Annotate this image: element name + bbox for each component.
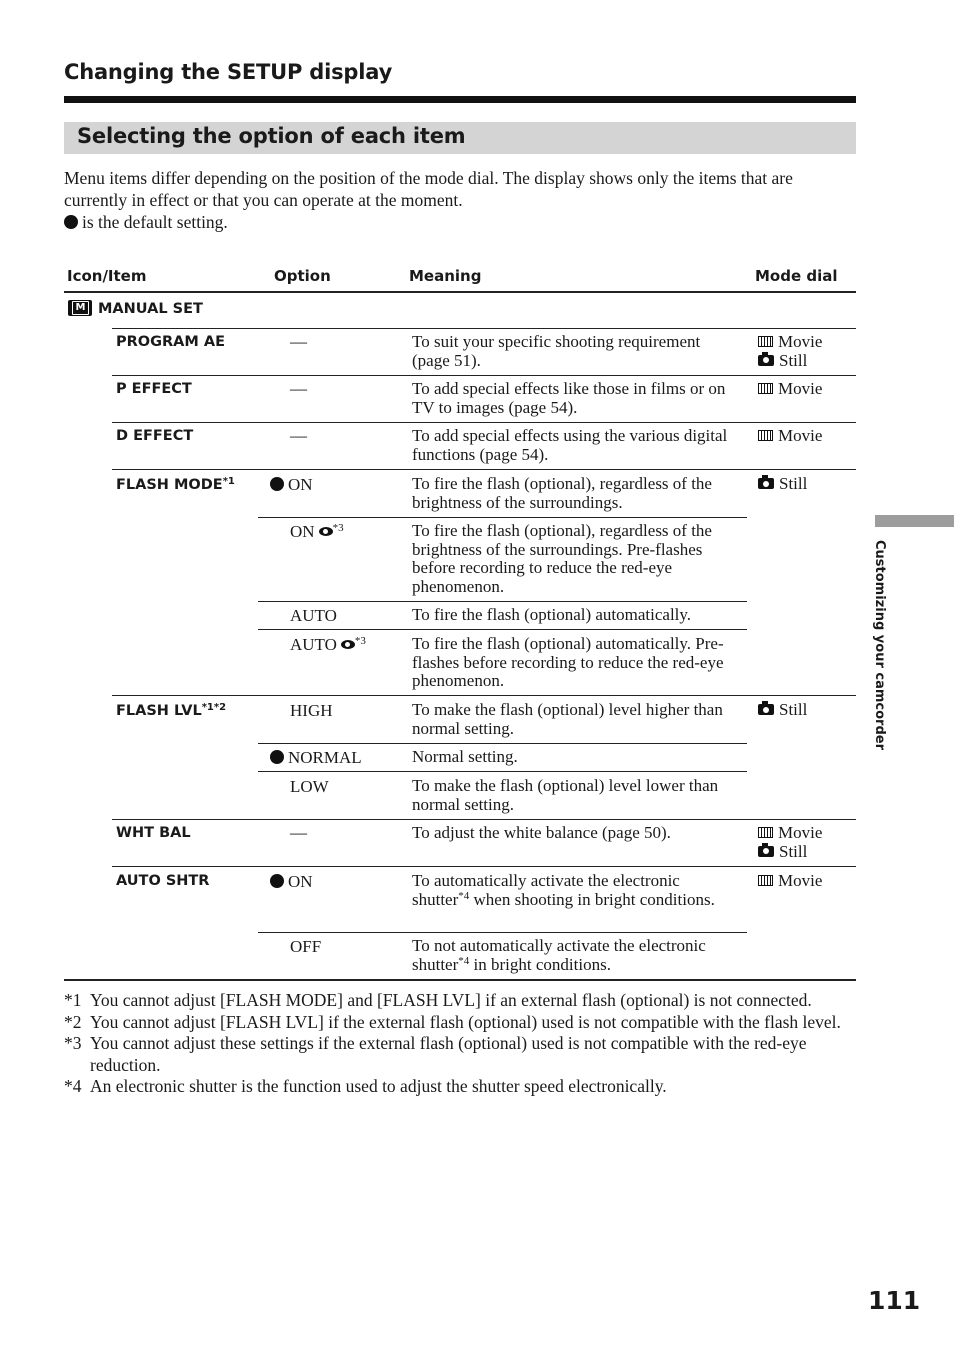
mode-p-effect	[758, 380, 822, 399]
mode-still	[758, 352, 822, 371]
header-option: Option	[274, 267, 331, 285]
default-dot-icon	[64, 215, 78, 229]
intro-text	[64, 167, 856, 233]
movie-icon	[758, 336, 773, 347]
meaning-p-effect: To add special effects like those in films or on TV to images (page 54).	[412, 379, 726, 417]
meaning-flash-auto-redeye: To fire the flash (optional) automatically. Pre-flashes before recording to reduce the red-eye phenomenon.	[412, 634, 724, 690]
row-divider	[112, 328, 856, 329]
header-meaning: Meaning	[409, 267, 482, 285]
option-label: ON	[288, 872, 313, 891]
option-on	[270, 475, 313, 495]
mode-movie	[758, 333, 822, 352]
footnote-2	[64, 1012, 856, 1034]
subheading: Selecting the option of each item	[77, 124, 466, 148]
movie-icon	[758, 875, 773, 886]
meaning-text: To not automatically activate the electronic shutter	[412, 936, 706, 974]
mode-movie-label: Movie	[778, 426, 823, 445]
option-dash: —	[290, 426, 307, 445]
option-label: ON	[290, 522, 315, 541]
row-divider	[112, 422, 856, 423]
mode-movie	[758, 824, 822, 843]
option-dash: —	[290, 332, 307, 351]
meaning-program-ae: To suit your specific shooting requirement (page 51).	[412, 332, 701, 370]
mode-still-label: Still	[779, 841, 808, 861]
mode-movie-label: Movie	[778, 871, 823, 890]
footnote-3	[64, 1033, 856, 1076]
mode-flash-mode	[758, 475, 807, 494]
default-note-text: is the default setting.	[82, 212, 228, 232]
footnote-text: You cannot adjust [FLASH LVL] if the external flash (optional) used is not compatible with the flash level.	[90, 1011, 841, 1032]
header-mode-dial: Mode dial	[755, 267, 838, 285]
mode-still	[758, 843, 822, 862]
default-note	[64, 211, 856, 233]
default-dot-icon	[270, 477, 284, 491]
footnote-ref: *4	[458, 889, 470, 902]
mode-program-ae	[758, 333, 822, 370]
option-high: HIGH	[290, 701, 333, 720]
mode-movie	[758, 872, 822, 891]
red-eye-icon	[341, 640, 355, 649]
option-label: AUTO	[290, 635, 337, 654]
footnote-text: You cannot adjust these settings if the external flash (optional) used is not compatible with the red-eye reduction.	[90, 1033, 807, 1075]
row-divider	[112, 469, 856, 470]
option-dash: —	[290, 379, 307, 398]
mode-movie-label: Movie	[778, 823, 823, 842]
section-title: Changing the SETUP display	[64, 60, 393, 84]
row-divider	[112, 866, 856, 867]
footnote-mark: *4	[64, 1076, 82, 1096]
header-icon-item: Icon/Item	[67, 267, 147, 285]
mode-flash-lvl	[758, 701, 807, 720]
item-program-ae: PROGRAM AE	[116, 334, 226, 350]
option-dash: —	[290, 823, 307, 842]
footnote-text: You cannot adjust [FLASH MODE] and [FLASH LVL] if an external flash (optional) is not connected.	[90, 990, 812, 1010]
title-rule	[64, 96, 856, 103]
meaning-text: when shooting in bright conditions.	[469, 889, 715, 909]
movie-icon	[758, 383, 773, 394]
item-flash-lvl-label: FLASH LVL	[116, 703, 202, 719]
mode-movie-label: Movie	[778, 332, 823, 351]
movie-icon	[758, 827, 773, 838]
movie-icon	[758, 430, 773, 441]
footnotes	[64, 990, 856, 1098]
meaning-flash-normal: Normal setting.	[412, 747, 518, 766]
option-normal	[270, 748, 362, 768]
meaning-shtr-on	[412, 872, 737, 909]
option-auto-redeye	[290, 635, 366, 655]
meaning-flash-low: To make the flash (optional) level lower than normal setting.	[412, 776, 719, 814]
meaning-wht-bal: To adjust the white balance (page 50).	[412, 823, 671, 842]
option-auto: AUTO	[290, 606, 337, 625]
camera-icon	[758, 704, 774, 715]
default-dot-icon	[270, 750, 284, 764]
footnote-mark: *2	[64, 1011, 82, 1032]
footnote-mark: *3	[64, 1033, 82, 1053]
page-number: 111	[868, 1286, 921, 1315]
sub-row-divider	[258, 932, 747, 933]
group-manual-set	[68, 300, 203, 317]
option-shtr-on	[270, 872, 313, 892]
mode-movie	[758, 380, 822, 399]
sub-row-divider	[258, 771, 747, 772]
mode-d-effect	[758, 427, 822, 446]
option-low: LOW	[290, 777, 329, 796]
footnote-ref: *1	[222, 476, 235, 487]
item-flash-lvl	[116, 702, 226, 719]
sub-row-divider	[258, 517, 747, 518]
item-flash-mode	[116, 476, 235, 493]
footnote-ref: *3	[354, 635, 366, 647]
mode-movie	[758, 427, 822, 446]
footnote-ref: *1*2	[201, 702, 227, 713]
mode-wht-bal	[758, 824, 822, 861]
footnote-mark: *1	[64, 990, 82, 1010]
option-label: NORMAL	[288, 748, 362, 767]
group-label: MANUAL SET	[98, 301, 203, 317]
footnote-1	[64, 990, 856, 1012]
side-tab-label: Customizing your camcorder	[872, 540, 887, 750]
side-tab-bar	[875, 515, 954, 527]
option-label: ON	[288, 475, 313, 494]
sub-row-divider	[258, 629, 747, 630]
manual-set-icon	[68, 300, 92, 316]
footnote-text: An electronic shutter is the function used to adjust the shutter speed electronically.	[90, 1076, 667, 1096]
item-p-effect: P EFFECT	[116, 381, 192, 397]
mode-still-label: Still	[779, 350, 808, 370]
item-auto-shtr: AUTO SHTR	[116, 873, 210, 889]
meaning-flash-on-redeye: To fire the flash (optional), regardless of the brightness of the surroundings. Pre-flashes before recording to reduce the red-eye phenomenon.	[412, 521, 712, 596]
footnote-ref: *3	[332, 522, 344, 534]
header-rule	[64, 291, 856, 293]
mode-still	[758, 475, 807, 494]
table-bottom-rule	[64, 979, 856, 981]
meaning-shtr-off	[412, 937, 737, 974]
item-flash-mode-label: FLASH MODE	[116, 477, 223, 493]
meaning-flash-on: To fire the flash (optional), regardless of the brightness of the surroundings.	[412, 474, 712, 512]
mode-auto-shtr	[758, 872, 822, 891]
meaning-d-effect: To add special effects using the various digital functions (page 54).	[412, 426, 728, 464]
meaning-text: To automatically activate the electronic shutter	[412, 871, 680, 909]
camera-icon	[758, 846, 774, 857]
camera-icon	[758, 478, 774, 489]
mode-still	[758, 701, 807, 720]
row-divider	[112, 819, 856, 820]
row-divider	[112, 695, 856, 696]
footnote-4	[64, 1076, 856, 1098]
mode-still-label: Still	[779, 474, 808, 493]
default-dot-icon	[270, 874, 284, 888]
row-divider	[112, 375, 856, 376]
item-wht-bal: WHT BAL	[116, 825, 191, 841]
sub-row-divider	[258, 743, 747, 744]
item-d-effect: D EFFECT	[116, 428, 194, 444]
mode-movie-label: Movie	[778, 379, 823, 398]
footnote-ref: *4	[458, 954, 470, 967]
camera-icon	[758, 355, 774, 366]
option-on-redeye	[290, 522, 344, 542]
mode-still-label: Still	[779, 700, 808, 719]
option-shtr-off: OFF	[290, 937, 322, 956]
intro-paragraph: Menu items differ depending on the position of the mode dial. The display shows only the items that are currently in effect or that you can operate at the moment.	[64, 168, 793, 210]
red-eye-icon	[319, 527, 333, 536]
meaning-flash-high: To make the flash (optional) level higher than normal setting.	[412, 700, 723, 738]
sub-row-divider	[258, 601, 747, 602]
meaning-text: in bright conditions.	[469, 954, 611, 974]
meaning-flash-auto: To fire the flash (optional) automatically.	[412, 605, 692, 624]
